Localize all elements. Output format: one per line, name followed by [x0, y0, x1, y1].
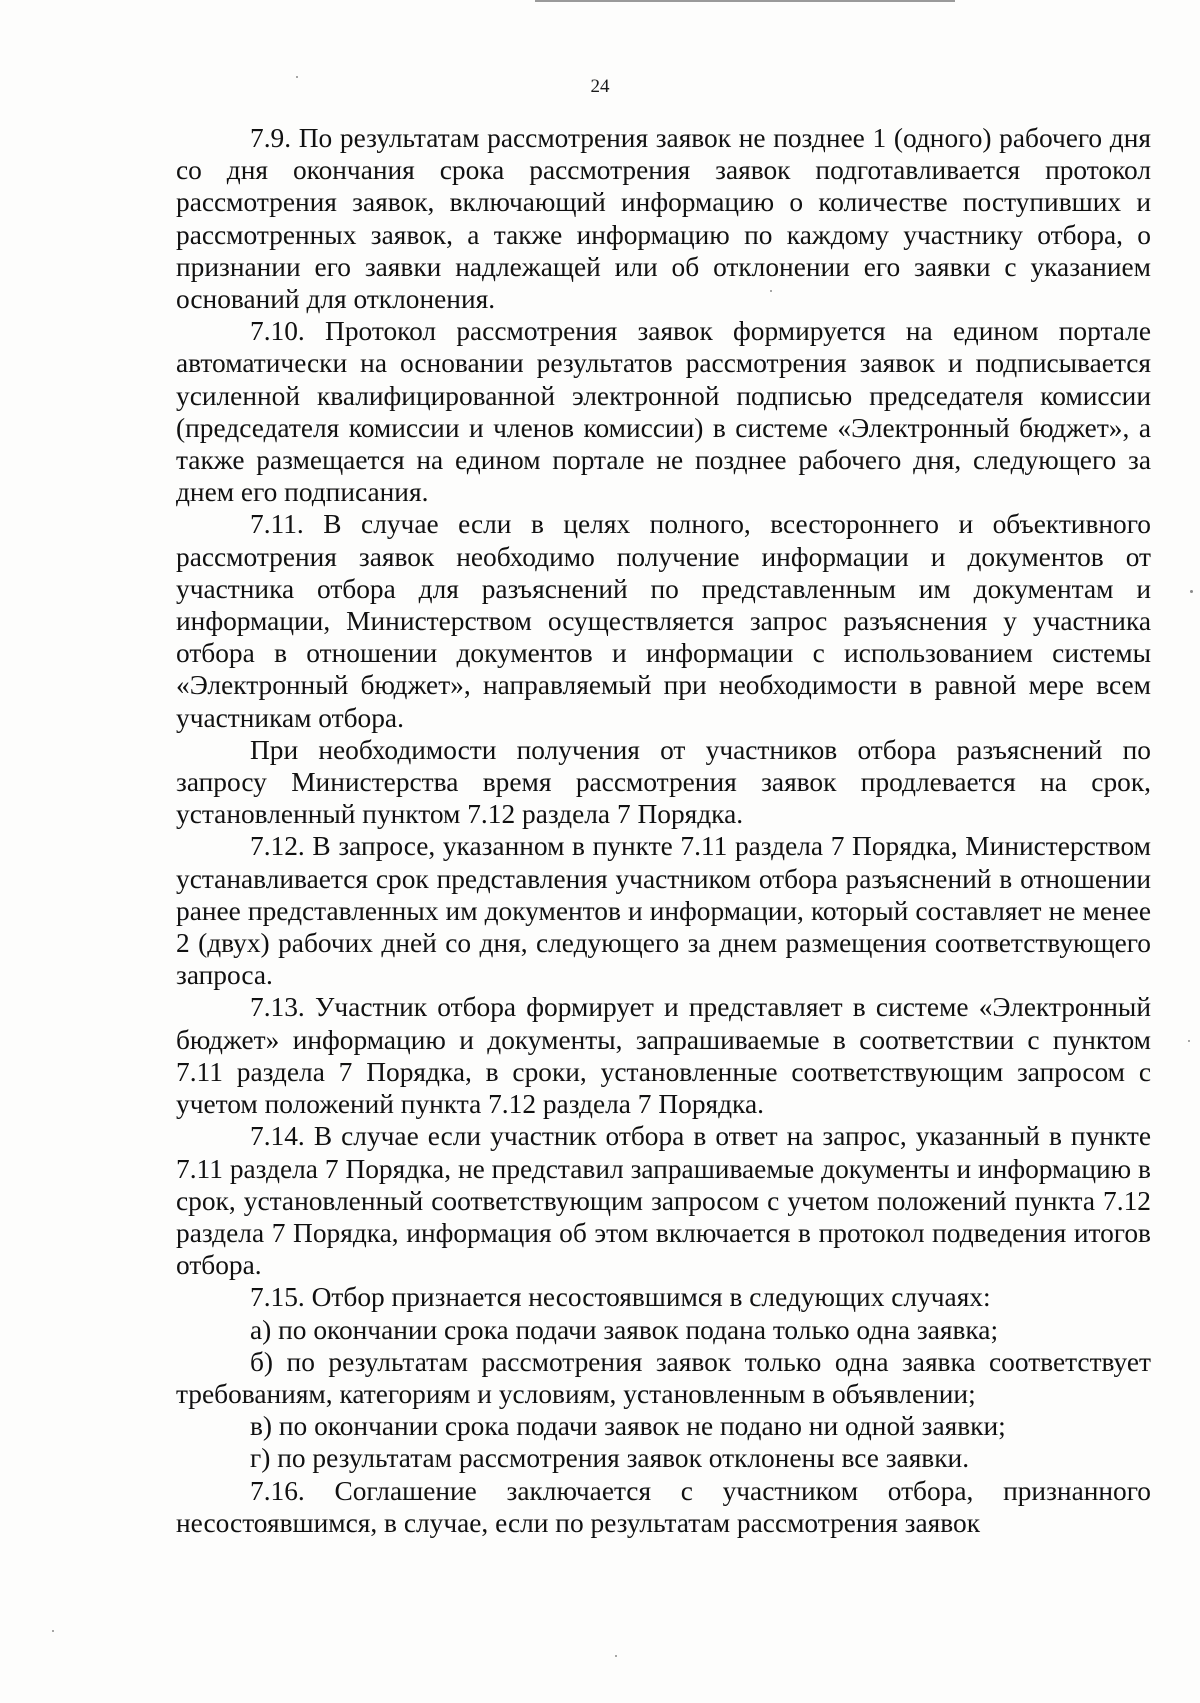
list-item-g: г) по результатам рассмотрения заявок отклонены все заявки. [250, 1443, 970, 1474]
document-body [176, 122, 1151, 1539]
paragraph-7-15: 7.15. Отбор признается несостоявшимся в следующих случаях: [250, 1282, 991, 1313]
paragraph-7-11-clarification: При необходимости получения от участников отбора разъяснений по запросу Министерства время рассмотрения заявок продлевается на срок, установленный пунктом 7.12 раздела 7 Порядка. [176, 734, 1151, 830]
scan-speck [770, 290, 772, 292]
paragraph-7-14: 7.14. В случае если участник отбора в ответ на запрос, указанный в пункте 7.11 раздела 7 Порядка, не представил запрашиваемые документы и информацию в срок, установленный соответствующим запросом с учетом положений пункта 7.12 раздела 7 Порядка, информация об этом включается в протокол подведения итогов отбора. [176, 1121, 1151, 1281]
paragraph-7-9: 7.9. По результатам рассмотрения заявок не позднее 1 (одного) рабочего дня со дня окончания срока рассмотрения заявок подготавливается протокол рассмотрения заявок, включающий информацию о количестве поступивших и рассмотренных заявок, а также информацию по каждому участнику отбора, о признании его заявки надлежащей или об отклонении его заявки с указанием оснований для отклонения. [176, 123, 1151, 315]
scan-speck [52, 1630, 54, 1632]
paragraph-7-11: 7.11. В случае если в целях полного, всестороннего и объективного рассмотрения заявок необходимо получение информации и документов от участника отбора для разъяснений по представленным им документам и информации, Министерством осуществляется запрос разъяснения у участника отбора в отношении документов и информации с использованием системы «Электронный бюджет», направляемый при необходимости в равной мере всем участникам отбора. [176, 509, 1151, 733]
scan-speck [1188, 1040, 1190, 1042]
list-item-v: в) по окончании срока подачи заявок не подано ни одной заявки; [250, 1411, 1006, 1442]
paragraph-7-13: 7.13. Участник отбора формирует и представляет в системе «Электронный бюджет» информацию и документы, запрашиваемые в соответствии с пунктом 7.11 раздела 7 Порядка, в сроки, установленные соответствующим запросом с учетом положений пункта 7.12 раздела 7 Порядка. [176, 992, 1151, 1120]
page-number: 24 [590, 76, 610, 97]
paragraph-7-12: 7.12. В запросе, указанном в пункте 7.11 раздела 7 Порядка, Министерством устанавливается срок представления участником отбора разъяснений в отношении ранее представленных им документов и информации, который составляет не менее 2 (двух) рабочих дней со дня, следующего за днем размещения соответствующего запроса. [176, 831, 1151, 991]
scan-speck [1190, 590, 1193, 593]
paragraph-7-16: 7.16. Соглашение заключается с участником отбора, признанного несостоявшимся, в случае, если по результатам рассмотрения заявок [176, 1475, 1151, 1538]
scan-speck [296, 76, 298, 78]
top-edge-line [535, 0, 955, 2]
list-item-a: а) по окончании срока подачи заявок подана только одна заявка; [250, 1314, 999, 1345]
paragraph-7-10: 7.10. Протокол рассмотрения заявок формируется на едином портале автоматически на основании результатов рассмотрения заявок и подписывается усиленной квалифицированной электронной подписью председателя комиссии (председателя комиссии и членов комиссии) в системе «Электронный бюджет», а также размещается на едином портале не позднее рабочего дня, следующего за днем его подписания. [176, 316, 1151, 508]
list-item-b: б) по результатам рассмотрения заявок только одна заявка соответствует требованиям, категориям и условиям, установленным в объявлении; [176, 1346, 1151, 1409]
scan-speck [615, 1655, 617, 1657]
